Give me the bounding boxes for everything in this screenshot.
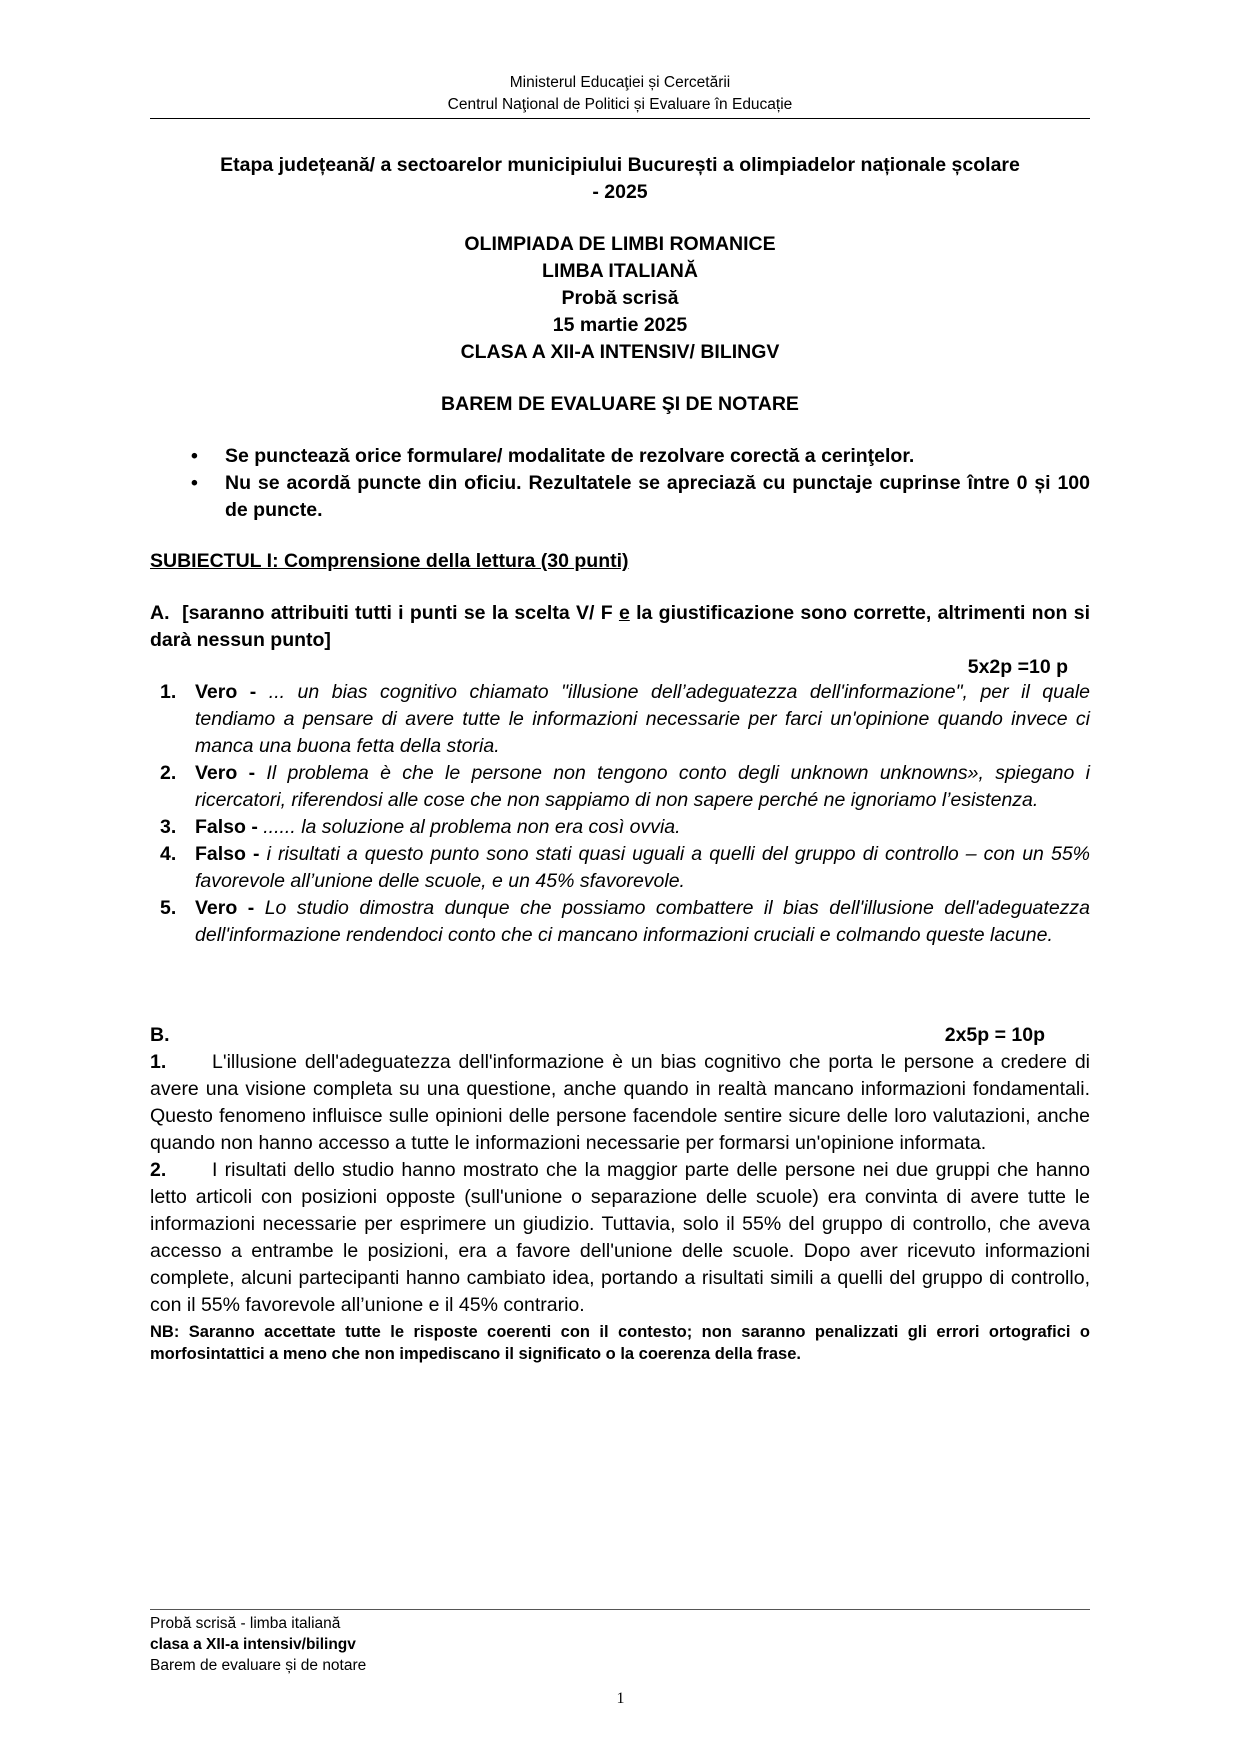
answer-verdict: Vero - — [195, 681, 257, 703]
answer-verdict: Vero - — [195, 897, 255, 919]
page-footer — [150, 1613, 366, 1676]
answer-number: 2. — [150, 1159, 167, 1181]
answer-item — [150, 895, 1090, 949]
stage-line-1: Etapa județeană/ a sectoarelor municipiului București a olimpiadelor naționale școlare — [220, 154, 1020, 176]
nota-bene: NB: Saranno accettate tutte le risposte coerenti con il contesto; non saranno penalizzati gli errori ortografici o morfosintattici a meno che non impediscano il significato o la coerenza della frase. — [150, 1323, 1090, 1363]
item-number: 4. — [160, 843, 177, 865]
answer-quote: i risultati a questo punto sono stati quasi uguali a quelli del gruppo di controllo – con un 55% favorevole all’unione delle scuole, e un 45% sfavorevole. — [195, 843, 1090, 892]
answer-quote: Il problema è che le persone non tengono conto degli unknown unknowns», spiegano i ricercatori, riferendosi alle cose che non sappiamo di non sapere perché ne ignoriamo l’esistenza. — [195, 762, 1091, 811]
section-b-score: 2x5p = 10p — [944, 1024, 1045, 1046]
page-header — [150, 72, 1090, 116]
item-number: 3. — [160, 816, 177, 838]
answer-quote: ...... la soluzione al problema non era così ovvia. — [263, 816, 681, 838]
model-answer — [150, 1157, 1090, 1319]
rule-item: • Se punctează orice formulare/ modalitate de rezolvare corectă a cerinţelor. — [185, 443, 1090, 470]
answer-verdict: Falso - — [195, 816, 258, 838]
instruction-text: [saranno attribuiti tutti i punti se la scelta V/ F — [182, 602, 619, 624]
footer-test: Probă scrisă - limba italiană — [150, 1615, 341, 1632]
center-name: Centrul Naţional de Politici și Evaluare în Educație — [447, 96, 793, 113]
footer-divider — [150, 1609, 1090, 1610]
answer-number: 1. — [150, 1051, 167, 1073]
item-number: 1. — [160, 681, 177, 703]
footer-grade: clasa a XII-a intensiv/bilingv — [150, 1636, 356, 1653]
item-number: 5. — [160, 897, 177, 919]
item-number: 2. — [160, 762, 177, 784]
subject-heading: SUBIECTUL I: Comprensione della lettura (30 punti) — [150, 550, 629, 572]
answer-verdict: Falso - — [195, 843, 260, 865]
answer-quote: ... un bias cognitivo chiamato "illusione dell’adeguatezza dell'informazione", per il quale tendiamo a pensare di avere tutte le informazioni necessarie per farci un'opinione quando invece ci manca una buona fetta della storia. — [195, 681, 1091, 757]
answer-quote: Lo studio dimostra dunque che possiamo combattere il bias dell'illusione dell'adeguatezza dell'informazione rendendoci conto che ci mancano informazioni cruciali e colmando queste lacune. — [195, 897, 1091, 946]
section-a-score: 5x2p =10 p — [967, 656, 1068, 678]
document-type: BAREM DE EVALUARE ŞI DE NOTARE — [441, 393, 799, 415]
answer-item — [150, 814, 1090, 841]
olympiad-title: OLIMPIADA DE LIMBI ROMANICE — [464, 233, 776, 255]
answer-text: I risultati dello studio hanno mostrato che la maggior parte delle persone nei due gruppi che hanno letto articoli con posizioni opposte (sull'unione o separazione delle scuole) era convinta di avere tutte le informazioni necessarie per esprimere un giudizio. Tuttavia, solo il 55% del gruppo di controllo, che aveva accesso a entrambe le posizioni, era a favore dell'unione delle scuole. Dopo aver ricevuto informazioni complete, alcuni partecipanti hanno cambiato idea, portando a risultati simili a quelli del gruppo di controllo, con il 55% favorevole all’unione e il 45% contrario. — [150, 1159, 1090, 1316]
page-number: 1 — [616, 1690, 625, 1707]
rule-item: • Nu se acordă puncte din oficiu. Rezultatele se apreciază cu punctaje cuprinse între 0 și 100 de puncte. — [185, 470, 1090, 524]
section-a-instructions — [150, 600, 1090, 681]
stage-line-2: - 2025 — [592, 181, 648, 203]
answer-item — [150, 679, 1090, 760]
section-b — [150, 1022, 1090, 1365]
test-type: Probă scrisă — [561, 287, 679, 309]
section-b-header — [150, 1022, 1090, 1049]
header-divider — [150, 118, 1090, 119]
section-a-answers — [150, 679, 1090, 949]
answer-item — [150, 841, 1090, 895]
footer-doc-type: Barem de evaluare și de notare — [150, 1657, 367, 1674]
general-rules — [185, 443, 1090, 524]
instruction-underlined: e — [618, 602, 630, 624]
answer-item — [150, 760, 1090, 814]
answer-text: L'illusione dell'adeguatezza dell'informazione è un bias cognitivo che porta le persone a credere di avere una visione completa su una questione, anche quando in realtà mancano informazioni fondamentali. Questo fenomeno influisce sulle opinioni delle persone facendole sentire sicure delle loro valutazioni, anche quando non hanno accesso a tutte le informazioni necessarie per formarsi un'opinione informata. — [150, 1051, 1090, 1154]
instruction-text: la giustificazione sono corrette, altrimenti non si darà nessun punto] — [150, 602, 1090, 651]
section-a-label: A. — [150, 602, 170, 624]
language-title: LIMBA ITALIANĂ — [542, 260, 698, 282]
grade-title: CLASA A XII-A INTENSIV/ BILINGV — [460, 341, 780, 363]
title-block — [150, 152, 1090, 418]
ministry-name: Ministerul Educaţiei și Cercetării — [509, 74, 731, 91]
section-b-label: B. — [150, 1024, 170, 1046]
model-answer — [150, 1049, 1090, 1157]
answer-verdict: Vero - — [195, 762, 256, 784]
exam-date: 15 martie 2025 — [552, 314, 688, 336]
